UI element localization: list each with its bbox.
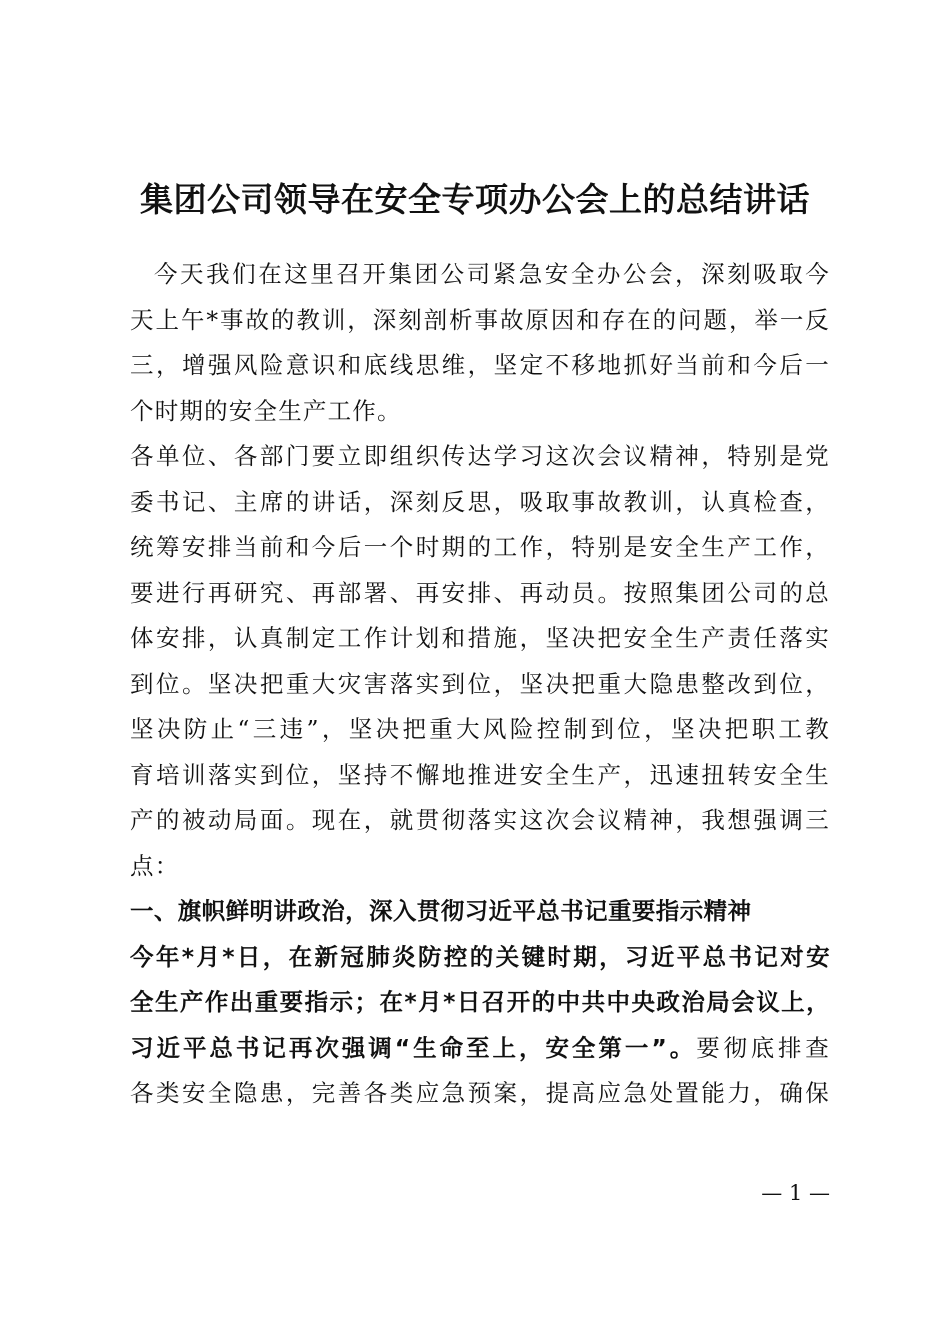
paragraph-2-line-3: 统筹安排当前和今后一个时期的工作，特别是安全生产工作， [130, 533, 830, 561]
section-1-line-4: 各类安全隐患，完善各类应急预案，提高应急处置能力，确保 [130, 1079, 830, 1107]
paragraph-2-line-9: 产的被动局面。现在，就贯彻落实这次会议精神，我想强调三 [130, 806, 830, 834]
paragraph-2-line-1: 各单位、各部门要立即组织传达学习这次会议精神，特别是党 [130, 442, 830, 470]
section-1-line-1: 今年*月*日，在新冠肺炎防控的关键时期，习近平总书记对安 [130, 942, 830, 971]
section-1-line-2: 全生产作出重要指示；在*月*日召开的中共中央政治局会议上， [130, 988, 830, 1016]
page-number: — 1 — [761, 1181, 830, 1205]
section-1-line-3-bold: 习近平总书记再次强调“生命至上，安全第一”。 [130, 1033, 697, 1062]
paragraph-1-line-4: 个时期的安全生产工作。 [130, 396, 402, 425]
paragraph-1-line-1: 今天我们在这里召开集团公司紧急安全办公会，深刻吸取今 [154, 260, 830, 288]
paragraph-1-line-2: 天上午*事故的教训，深刻剖析事故原因和存在的问题，举一反 [130, 305, 830, 334]
section-1-heading: 一、旗帜鲜明讲政治，深入贯彻习近平总书记重要指示精神 [130, 897, 752, 925]
paragraph-2-line-5: 体安排，认真制定工作计划和措施，坚决把安全生产责任落实 [130, 624, 830, 652]
paragraph-2-line-10: 点： [130, 851, 180, 880]
document-title: 集团公司领导在安全专项办公会上的总结讲话 [140, 180, 810, 219]
paragraph-2-line-6: 到位。坚决把重大灾害落实到位，坚决把重大隐患整改到位， [130, 669, 830, 698]
document-body [130, 252, 830, 1117]
paragraph-2-line-8: 育培训落实到位，坚持不懈地推进安全生产，迅速扭转安全生 [130, 760, 830, 789]
paragraph-2-line-7: 坚决防止“三违”，坚决把重大风险控制到位，坚决把职工教 [130, 715, 830, 743]
section-1-line-3 [130, 1026, 830, 1072]
paragraph-2-line-2: 委书记、主席的讲话，深刻反思，吸取事故教训，认真检查， [130, 487, 830, 516]
paragraph-1-line-3: 三，增强风险意识和底线思维，坚定不移地抓好当前和今后一 [130, 351, 830, 379]
section-1-line-3-normal: 要彻底排查 [696, 1033, 830, 1062]
paragraph-2-line-4: 要进行再研究、再部署、再安排、再动员。按照集团公司的总 [130, 578, 830, 607]
